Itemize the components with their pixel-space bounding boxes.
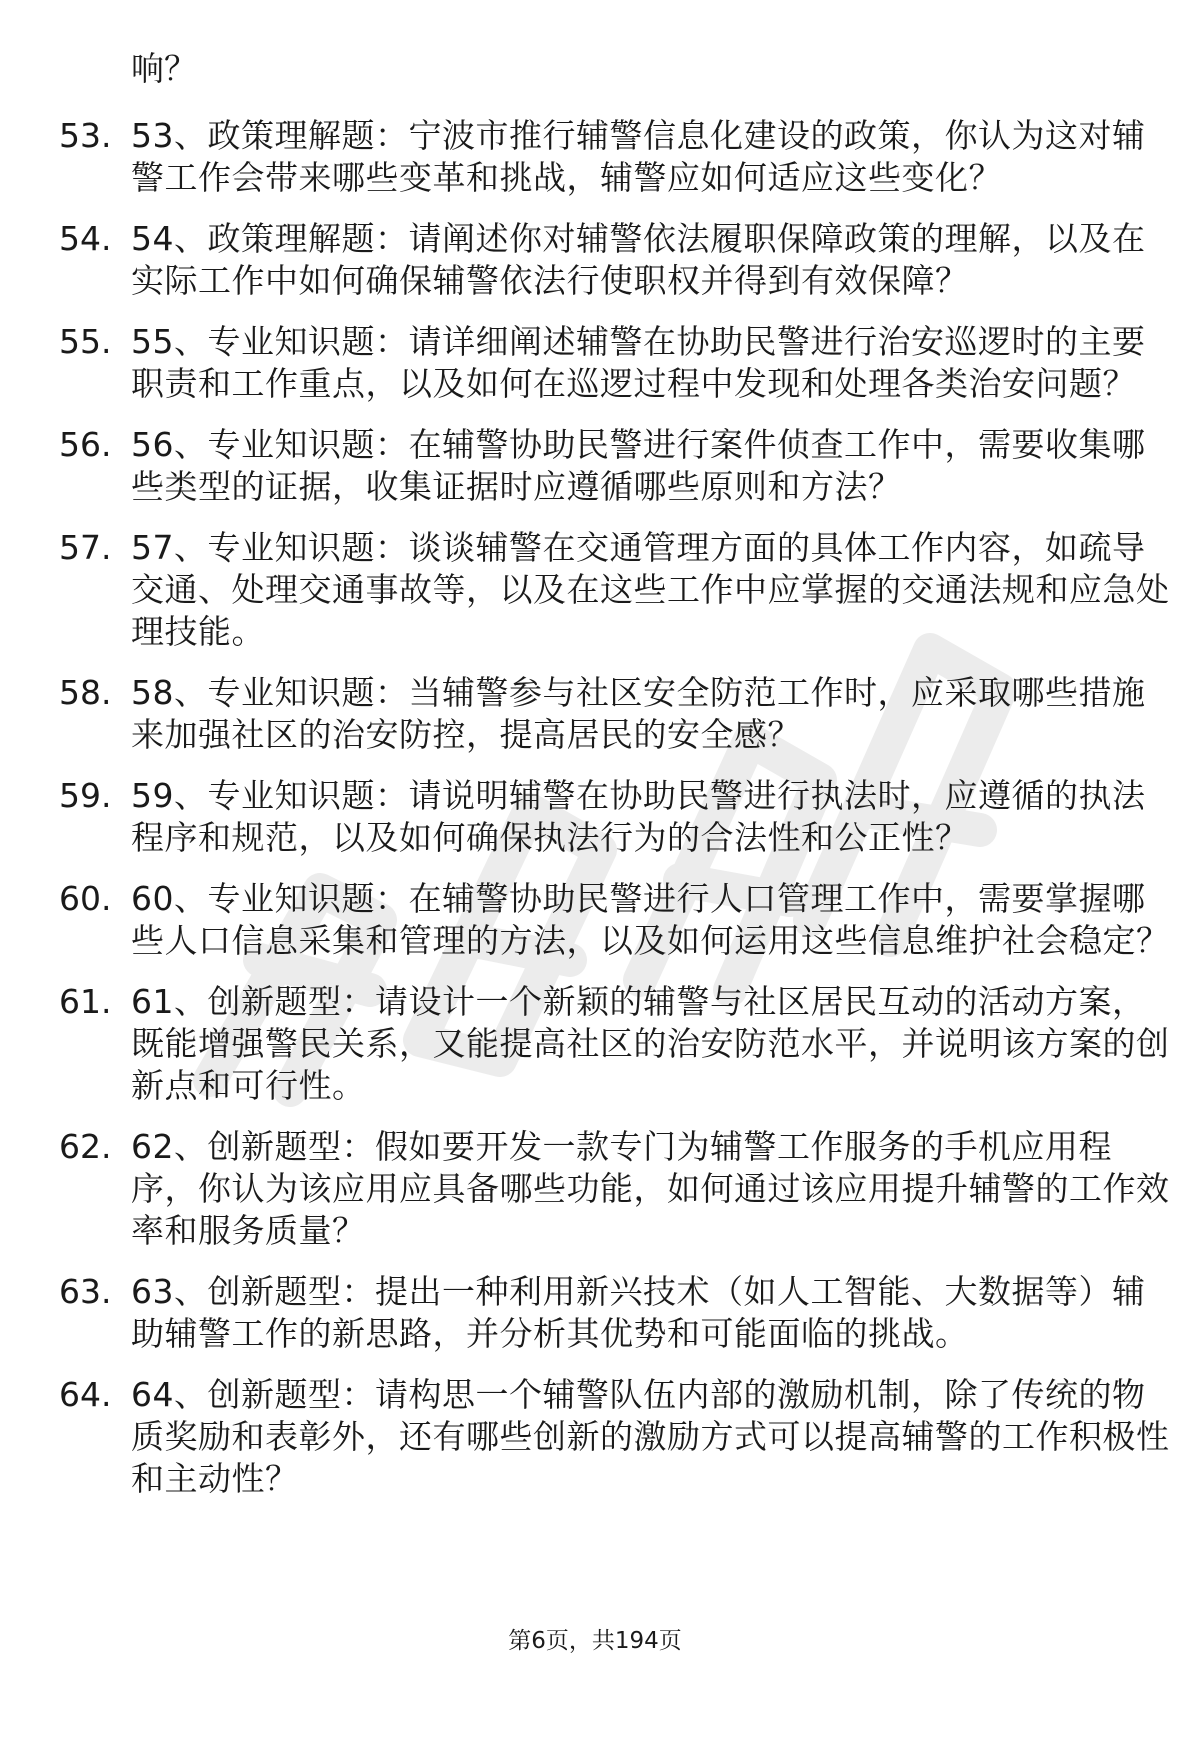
question-text: 54、政策理解题：请阐述你对辅警依法履职保障政策的理解，以及在实际工作中如何确保辅警依法行使职权并得到有效保障？ xyxy=(131,219,1146,300)
question-text: 56、专业知识题：在辅警协助民警进行案件侦查工作中，需要收集哪些类型的证据，收集证据时应遵循哪些原则和方法？ xyxy=(131,425,1146,506)
question-item xyxy=(0,1271,1190,1355)
question-text: 58、专业知识题：当辅警参与社区安全防范工作时，应采取哪些措施来加强社区的治安防控，提高居民的安全感？ xyxy=(131,673,1146,754)
question-number: 62. xyxy=(59,1127,112,1166)
question-text: 57、专业知识题：谈谈辅警在交通管理方面的具体工作内容，如疏导交通、处理交通事故等，以及在这些工作中应掌握的交通法规和应急处理技能。 xyxy=(131,528,1170,651)
question-number: 54. xyxy=(59,219,112,258)
question-item xyxy=(0,424,1190,508)
question-item xyxy=(0,321,1190,405)
page-number-footer: 第6页，共194页 xyxy=(508,1628,682,1654)
question-text: 64、创新题型：请构思一个辅警队伍内部的激励机制，除了传统的物质奖励和表彰外，还有哪些创新的激励方式可以提高辅警的工作积极性和主动性？ xyxy=(131,1375,1170,1498)
question-number: 64. xyxy=(59,1375,112,1414)
question-text: 53、政策理解题：宁波市推行辅警信息化建设的政策，你认为这对辅警工作会带来哪些变革和挑战，辅警应如何适应这些变化？ xyxy=(131,116,1146,197)
question-item xyxy=(0,527,1190,653)
continuation-text: 响？ xyxy=(131,49,197,88)
question-item xyxy=(0,218,1190,302)
question-number: 60. xyxy=(59,879,112,918)
question-text: 62、创新题型：假如要开发一款专门为辅警工作服务的手机应用程序，你认为该应用应具备哪些功能，如何通过该应用提升辅警的工作效率和服务质量？ xyxy=(131,1127,1170,1250)
question-item xyxy=(0,115,1190,199)
question-number: 55. xyxy=(59,322,112,361)
question-item xyxy=(0,1126,1190,1252)
question-item xyxy=(0,672,1190,756)
question-item xyxy=(0,878,1190,962)
question-text: 61、创新题型：请设计一个新颖的辅警与社区居民互动的活动方案，既能增强警民关系，又能提高社区的治安防范水平，并说明该方案的创新点和可行性。 xyxy=(131,982,1170,1105)
question-number: 61. xyxy=(59,982,112,1021)
question-number: 53. xyxy=(59,116,112,155)
question-text: 55、专业知识题：请详细阐述辅警在协助民警进行治安巡逻时的主要职责和工作重点，以及如何在巡逻过程中发现和处理各类治安问题？ xyxy=(131,322,1146,403)
question-list xyxy=(0,115,1190,1519)
question-text: 60、专业知识题：在辅警协助民警进行人口管理工作中，需要掌握哪些人口信息采集和管理的方法，以及如何运用这些信息维护社会稳定？ xyxy=(131,879,1170,960)
question-number: 56. xyxy=(59,425,112,464)
question-text: 63、创新题型：提出一种利用新兴技术（如人工智能、大数据等）辅助辅警工作的新思路，并分析其优势和可能面临的挑战。 xyxy=(131,1272,1146,1353)
question-number: 58. xyxy=(59,673,112,712)
question-item xyxy=(0,1374,1190,1500)
question-text: 59、专业知识题：请说明辅警在协助民警进行执法时，应遵循的执法程序和规范，以及如何确保执法行为的合法性和公正性？ xyxy=(131,776,1146,857)
question-number: 63. xyxy=(59,1272,112,1311)
question-number: 59. xyxy=(59,776,112,815)
question-item xyxy=(0,981,1190,1107)
question-number: 57. xyxy=(59,528,112,567)
question-item xyxy=(0,775,1190,859)
